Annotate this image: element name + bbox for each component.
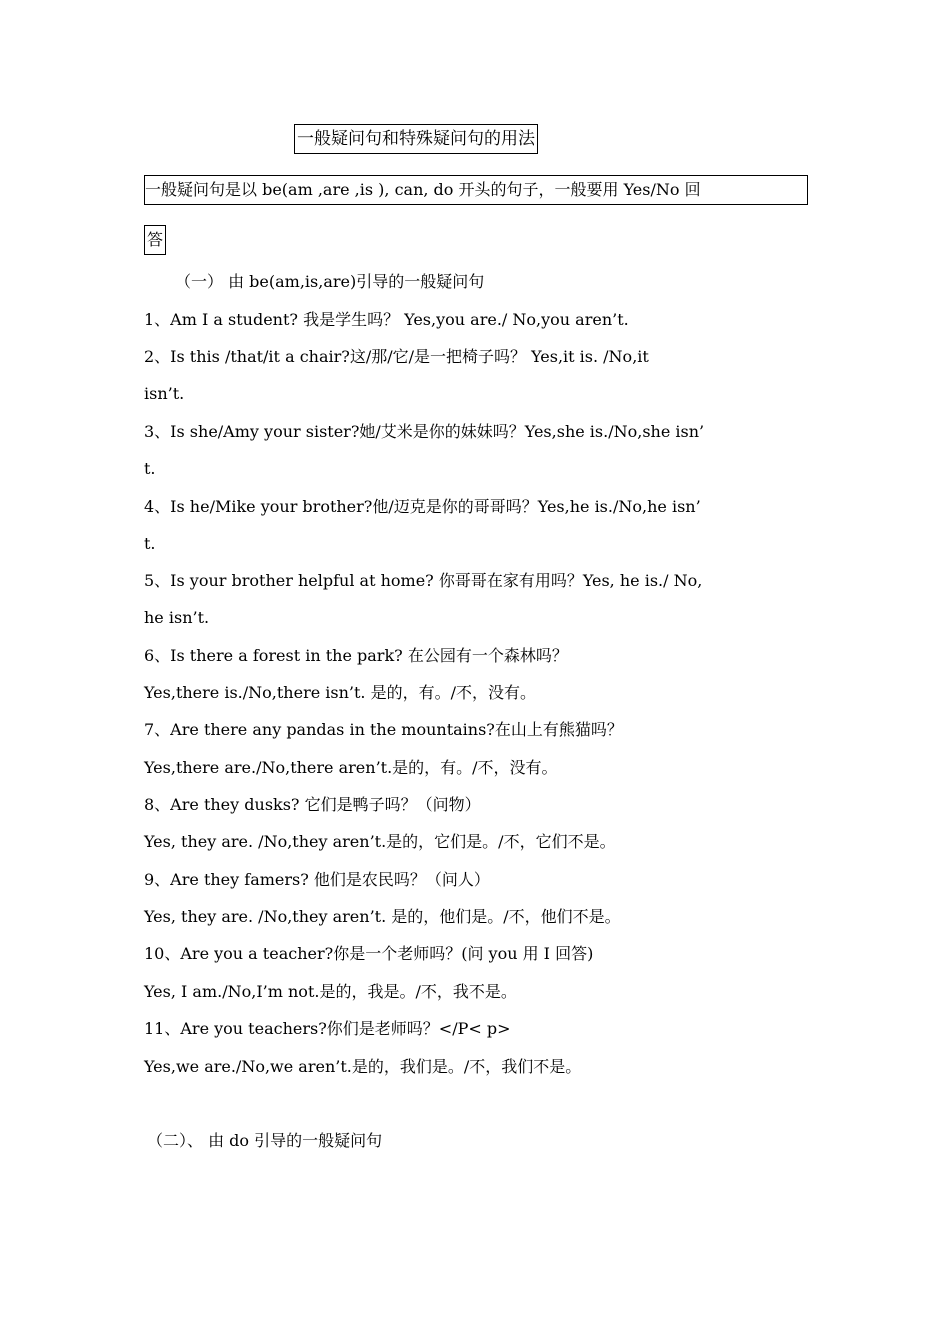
text-line: 1、Am I a student? 我是学生吗？ Yes,you are./ No,you aren’t. <box>144 310 629 329</box>
text-line: Yes, they are. /No,they aren’t. 是的，他们是。/不，他们不是。 <box>144 907 621 926</box>
text-line: 8、Are they dusks? 它们是鸭子吗？（问物） <box>144 795 481 814</box>
text-line: 7、Are there any pandas in the mountains?在山上有熊猫吗？ <box>144 720 623 739</box>
text-line: 10、Are you a teacher?你是一个老师吗？(问 you 用 I 回答) <box>144 944 594 963</box>
text-line: Yes, they are. /No,they aren’t.是的，它们是。/不，它们不是。 <box>144 832 616 851</box>
intro-line-2: 答 <box>144 225 166 255</box>
text-line: Yes,there is./No,there isn’t. 是的，有。/不，没有。 <box>144 683 536 702</box>
page-title: 一般疑问句和特殊疑问句的用法 <box>294 124 538 154</box>
intro-line-1: 一般疑问句是以 be(am ,are ,is ), can, do 开头的句子，一般要用 Yes/No 回 <box>144 175 808 205</box>
text-line: 9、Are they famers? 他们是农民吗？（问人） <box>144 870 490 889</box>
text-line: 3、Is she/Amy your sister?她/艾米是你的妹妹吗？Yes,she is./No,she isn’ <box>144 422 705 441</box>
text-line: Yes,we are./No,we aren’t.是的，我们是。/不，我们不是。 <box>144 1057 582 1076</box>
text-line: 6、Is there a forest in the park? 在公园有一个森林吗？ <box>144 646 568 665</box>
text-line: t. <box>144 534 156 553</box>
section-1-heading: （一） 由 be(am,is,are)引导的一般疑问句 <box>175 272 485 291</box>
text-line: t. <box>144 459 156 478</box>
section-2-heading: （二）、 由 do 引导的一般疑问句 <box>147 1131 383 1150</box>
text-line: 11、Are you teachers?你们是老师吗？</P< p> <box>144 1019 511 1038</box>
text-line: Yes,there are./No,there aren’t.是的，有。/不，没有。 <box>144 758 558 777</box>
text-line: 2、Is this /that/it a chair?这/那/它/是一把椅子吗？ Yes,it is. /No,it <box>144 347 649 366</box>
text-line: isn’t. <box>144 384 185 403</box>
text-line: he isn’t. <box>144 608 210 627</box>
text-line: 4、Is he/Mike your brother?他/迈克是你的哥哥吗？Yes,he is./No,he isn’ <box>144 497 701 516</box>
text-line: 5、Is your brother helpful at home? 你哥哥在家有用吗？Yes, he is./ No, <box>144 571 703 590</box>
text-line: Yes, I am./No,I’m not.是的，我是。/不，我不是。 <box>144 982 517 1001</box>
